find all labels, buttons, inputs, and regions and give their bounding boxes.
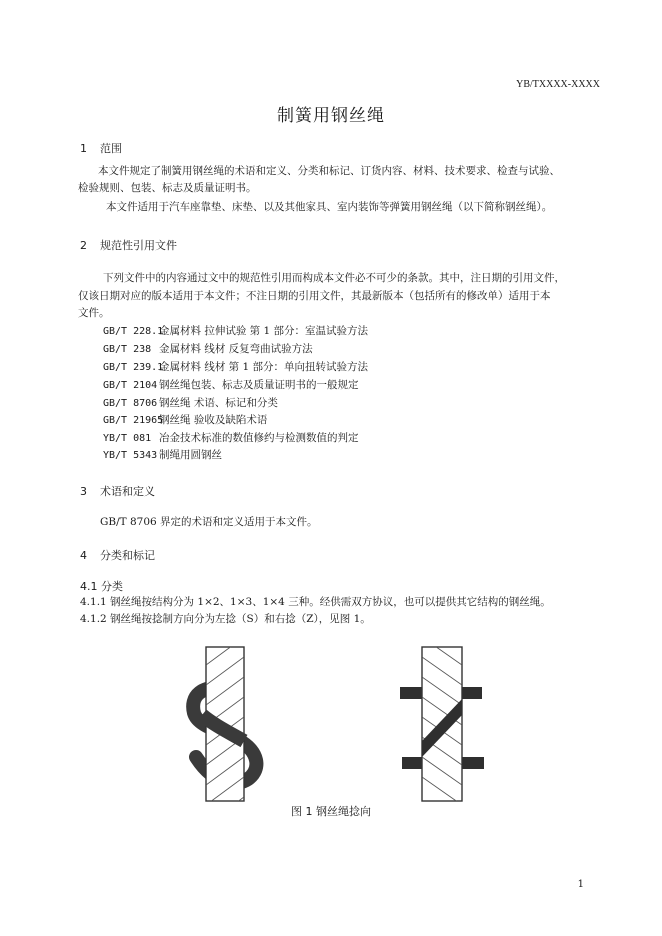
paragraph: 文件。 bbox=[78, 307, 110, 319]
section-number: 3 bbox=[80, 485, 87, 498]
section-title: 术语和定义 bbox=[100, 485, 155, 498]
paragraph: 下列文件中的内容通过文中的规范性引用而构成本文件必不可少的条款。其中，注日期的引用文件， bbox=[103, 272, 565, 284]
subsection-heading: 4.1 分类 bbox=[80, 580, 123, 593]
page-title: 制簧用钢丝绳 bbox=[277, 106, 385, 126]
paragraph: 检验规则、包装、标志及质量证明书。 bbox=[78, 182, 257, 194]
paragraph: GB/T 8706 界定的术语和定义适用于本文件。 bbox=[100, 516, 318, 528]
reference-item: YB/T 081 冶金技术标准的数值修约与检测数值的判定 bbox=[103, 432, 359, 444]
document-number: YB/TXXXX-XXXX bbox=[516, 79, 600, 90]
section-2-heading bbox=[80, 237, 177, 253]
section-4-heading bbox=[80, 547, 155, 563]
section-title: 范围 bbox=[100, 142, 122, 155]
paragraph: 本文件规定了制簧用钢丝绳的术语和定义、分类和标记、订货内容、材料、技术要求、检查与试验、 bbox=[98, 165, 560, 177]
section-title: 规范性引用文件 bbox=[100, 239, 177, 252]
section-3-heading bbox=[80, 483, 155, 499]
reference-item: YB/T 5343 制绳用圆钢丝 bbox=[103, 449, 222, 461]
reference-item: GB/T 2104 钢丝绳包装、标志及质量证明书的一般规定 bbox=[103, 379, 359, 391]
figure-caption: 图 1 钢丝绳捻向 bbox=[291, 805, 371, 818]
page-number: 1 bbox=[577, 879, 584, 890]
paragraph: 本文件适用于汽车座靠垫、床垫、以及其他家具、室内装饰等弹簧用钢丝绳（以下简称钢丝绳）。 bbox=[106, 201, 553, 213]
paragraph: 仅该日期对应的版本适用于本文件；不注日期的引用文件，其最新版本（包括所有的修改单）适用于本 bbox=[78, 290, 551, 302]
section-number: 1 bbox=[80, 142, 87, 155]
section-number: 4 bbox=[80, 549, 87, 562]
reference-item: GB/T 239.1金属材料 线材 第 1 部分：单向扭转试验方法 bbox=[103, 361, 369, 373]
reference-item: GB/T 238 金属材料 线材 反复弯曲试验方法 bbox=[103, 343, 313, 355]
reference-item: GB/T 8706 钢丝绳 术语、标记和分类 bbox=[103, 397, 278, 409]
paragraph: 4.1.1 钢丝绳按结构分为 1×2、1×3、1×4 三种。经供需双方协议，也可以提供其它结构的钢丝绳。 bbox=[80, 596, 551, 608]
section-1-heading bbox=[80, 140, 122, 156]
section-number: 2 bbox=[80, 239, 87, 252]
reference-item: GB/T 21965钢丝绳 验收及缺陷术语 bbox=[103, 414, 268, 426]
reference-item: GB/T 228.1金属材料 拉伸试验 第 1 部分：室温试验方法 bbox=[103, 325, 369, 337]
s-twist-figure bbox=[180, 645, 270, 803]
section-title: 分类和标记 bbox=[100, 549, 155, 562]
z-twist-figure bbox=[396, 645, 494, 803]
paragraph: 4.1.2 钢丝绳按捻制方向分为左捻（S）和右捻（Z），见图 1。 bbox=[80, 613, 371, 625]
